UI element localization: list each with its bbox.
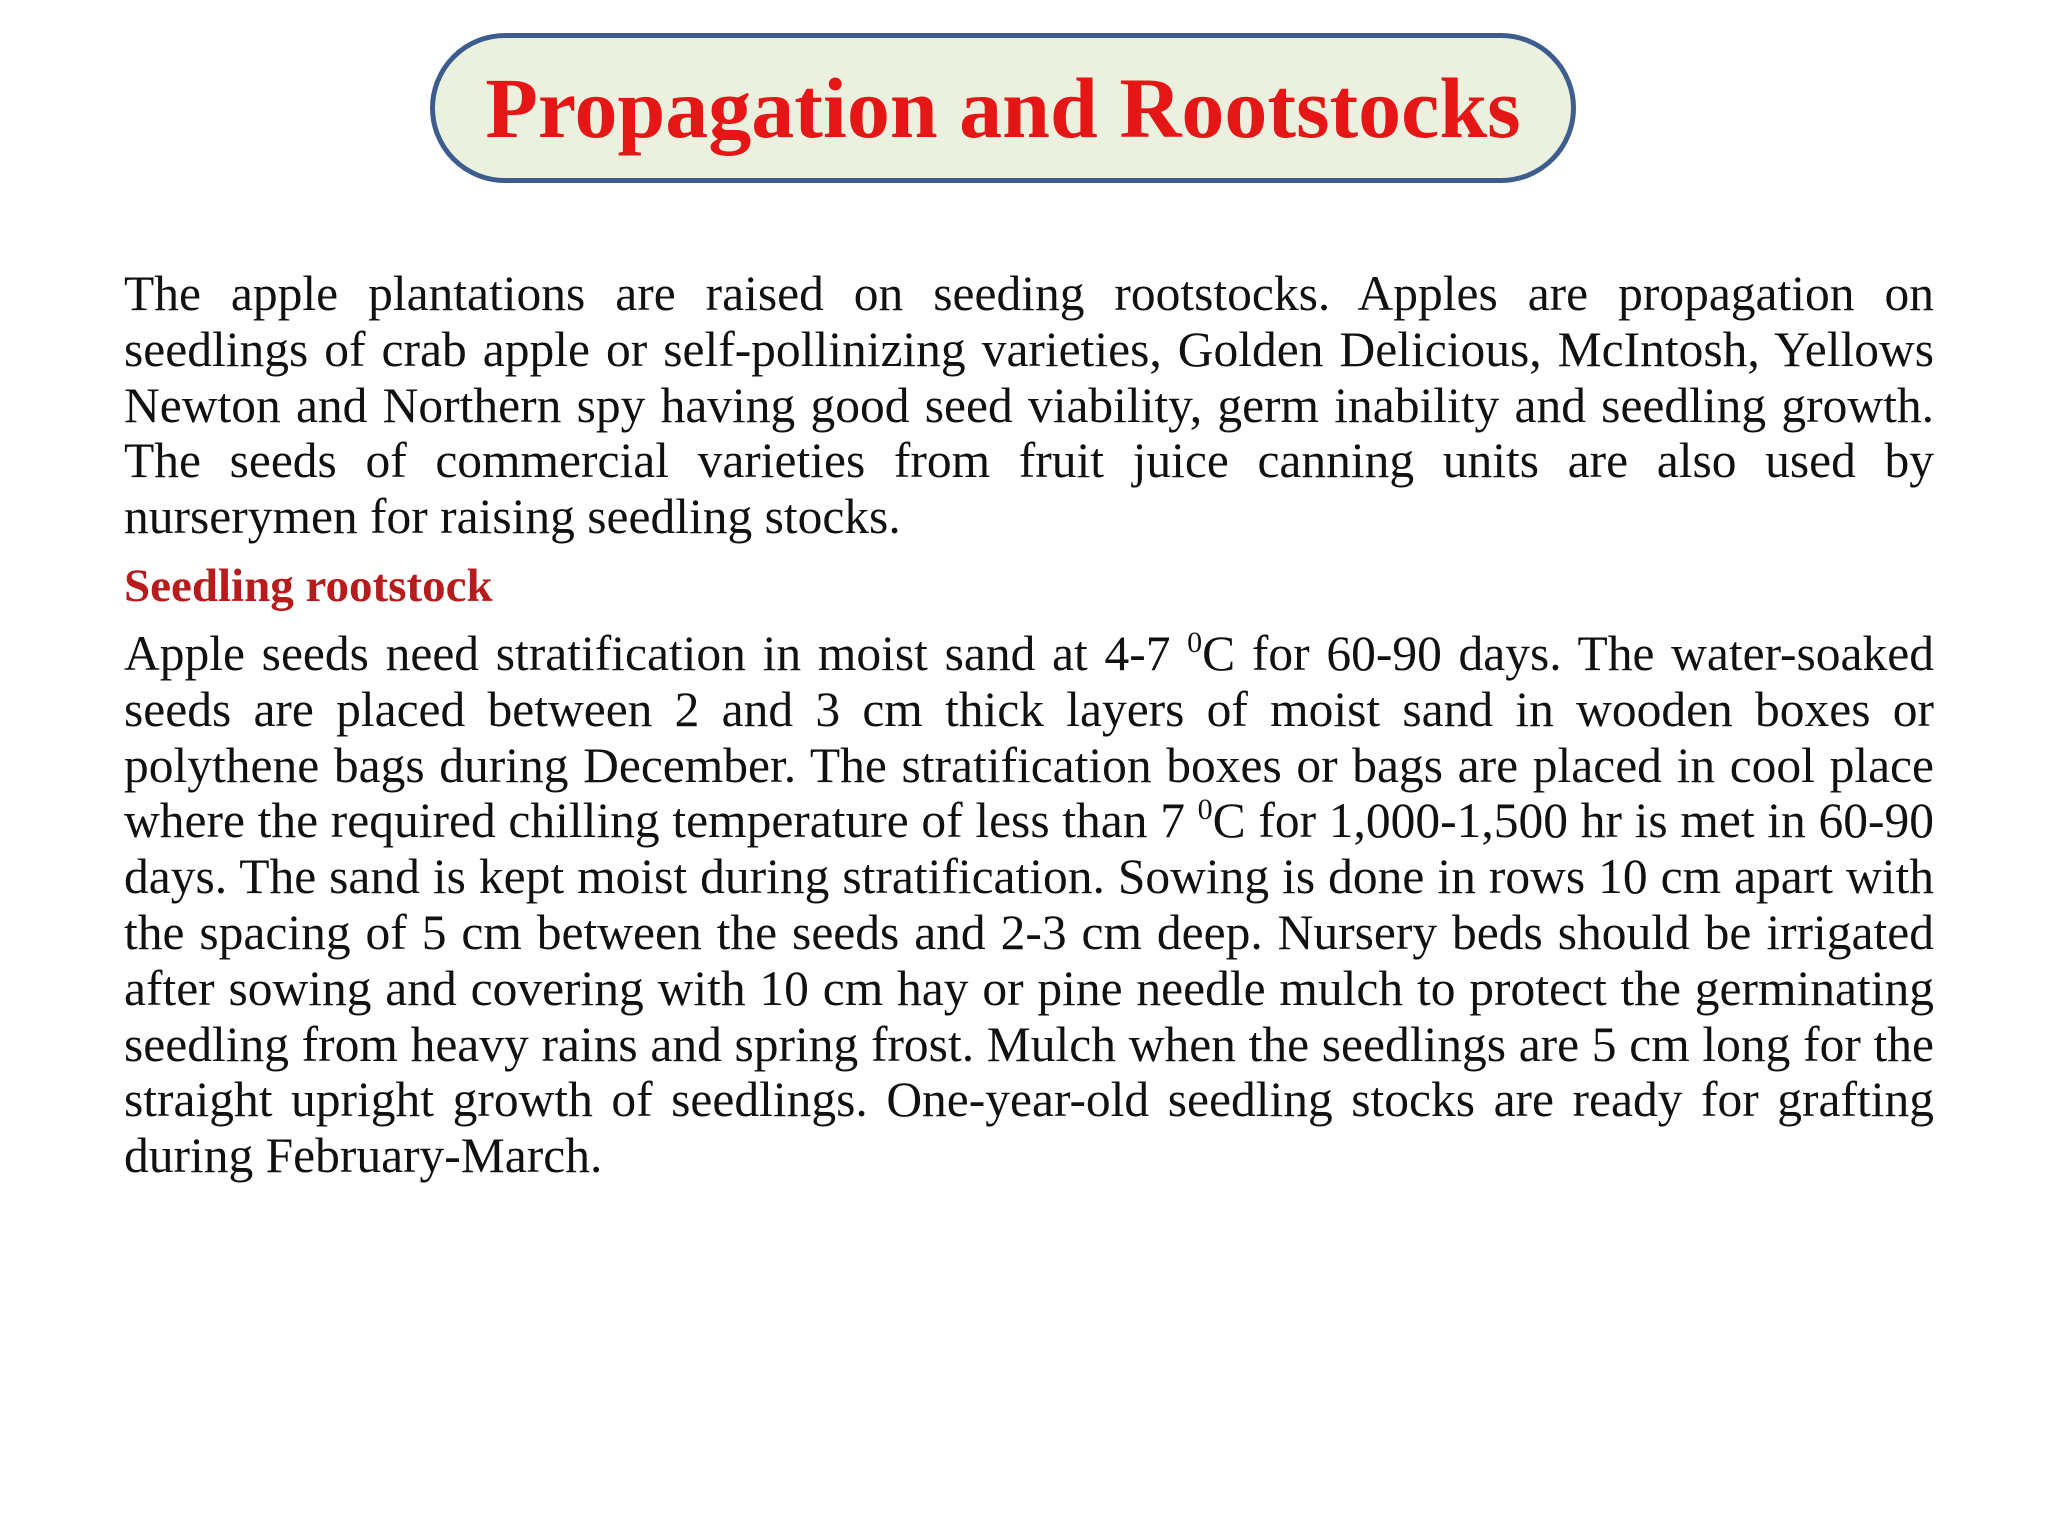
section-paragraph [124, 626, 1934, 1184]
section-heading: Seedling rootstock [124, 559, 493, 612]
section-text-3: C for 1,000-1,500 hr is met in 60-90 days. The sand is kept moist during stratification. Sowing is done in rows 10 cm apart with the spacing of 5 cm between the seeds and 2-3 cm deep. Nursery beds should be irrigated after sowing and covering with 10 cm hay or pine needle mulch to protect the germinating seedling from heavy rains and spring frost. Mulch when the seedlings are 5 cm long for the straight upright growth of seedlings. One-year-old seedling stocks are ready for grafting during February-March. [124, 793, 1934, 1184]
degree-superscript-2: 0 [1197, 793, 1213, 827]
slide-title: Propagation and Rootstocks [485, 60, 1521, 156]
section-text-1: Apple seeds need stratification in moist sand at 4-7 [124, 625, 1188, 681]
intro-paragraph: The apple plantations are raised on seeding rootstocks. Apples are propagation on seedlings of crab apple or self-pollinizing varieties, Golden Delicious, McIntosh, Yellows Newton and Northern spy having good seed viability, germ inability and seedling growth. The seeds of commercial varieties from fruit juice canning units are also used by nurserymen for raising seedling stocks. [124, 266, 1934, 545]
slide-content [124, 266, 1934, 1184]
section-text-2: C for 60-90 days. The water-soaked seeds are placed between 2 and 3 cm thick layers of moist sand in wooden boxes or polythene bags during December. The stratification boxes or bags are placed in cool place where the required chilling temperature of less than 7 [124, 625, 1934, 849]
title-banner [430, 33, 1576, 183]
degree-superscript-1: 0 [1187, 625, 1203, 659]
